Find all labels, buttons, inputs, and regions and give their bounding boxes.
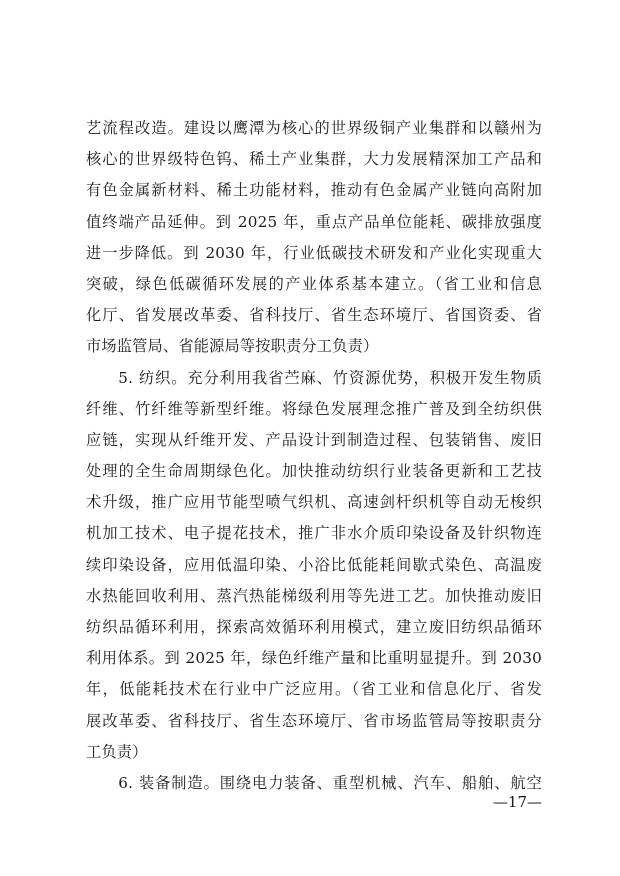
text-line: 进一步降低。到 2030 年，行业低碳技术研发和产业化实现重大 [86, 243, 542, 262]
text-line: 展改革委、省科技厅、省生态环境厅、省市场监管局等按职责分 [86, 711, 542, 730]
text-line: 6. 装备制造。围绕电力装备、重型机械、汽车、船舶、航空 [86, 773, 542, 792]
text-line: 机加工技术、电子提花技术，推广非水介质印染设备及针织物连 [86, 524, 542, 543]
text-line: 年，低能耗技术在行业中广泛应用。（省工业和信息化厅、省发 [86, 680, 542, 699]
text-line: 突破，绿色低碳循环发展的产业体系基本建立。（省工业和信息 [86, 274, 542, 293]
text-line: 应链，实现从纤维开发、产品设计到制造过程、包装销售、废旧 [86, 430, 542, 449]
text-line: 术升级，推广应用节能型喷气织机、高速剑杆织机等自动无梭织 [86, 493, 542, 512]
text-line: 利用体系。到 2025 年，绿色纤维产量和比重明显提升。到 2030 [86, 649, 542, 668]
text-line: 续印染设备，应用低温印染、小浴比低能耗间歇式染色、高温废 [86, 555, 542, 574]
body-text [86, 113, 542, 799]
text-line: 工负责） [86, 742, 148, 761]
text-line: 5. 纺织。充分利用我省苎麻、竹资源优势，积极开发生物质 [86, 368, 542, 387]
text-line: 化厅、省发展改革委、省科技厅、省生态环境厅、省国资委、省 [86, 306, 542, 325]
text-line: 纤维、竹纤维等新型纤维。将绿色发展理念推广普及到全纺织供 [86, 399, 542, 418]
text-line: 值终端产品延伸。到 2025 年，重点产品单位能耗、碳排放强度 [86, 212, 542, 231]
page-number: —17— [492, 793, 542, 811]
text-line: 有色金属新材料、稀土功能材料，推动有色金属产业链向高附加 [86, 181, 542, 200]
text-line: 核心的世界级特色钨、稀土产业集群，大力发展精深加工产品和 [86, 150, 542, 169]
text-line: 水热能回收利用、蒸汽热能梯级利用等先进工艺。加快推动废旧 [86, 586, 542, 605]
text-line: 市场监管局、省能源局等按职责分工负责） [86, 337, 379, 356]
text-line: 处理的全生命周期绿色化。加快推动纺织行业装备更新和工艺技 [86, 462, 542, 481]
text-line: 纺织品循环利用，探索高效循环利用模式，建立废旧纺织品循环 [86, 618, 542, 636]
text-line: 艺流程改造。建设以鹰潭为核心的世界级铜产业集群和以赣州为 [86, 119, 542, 137]
